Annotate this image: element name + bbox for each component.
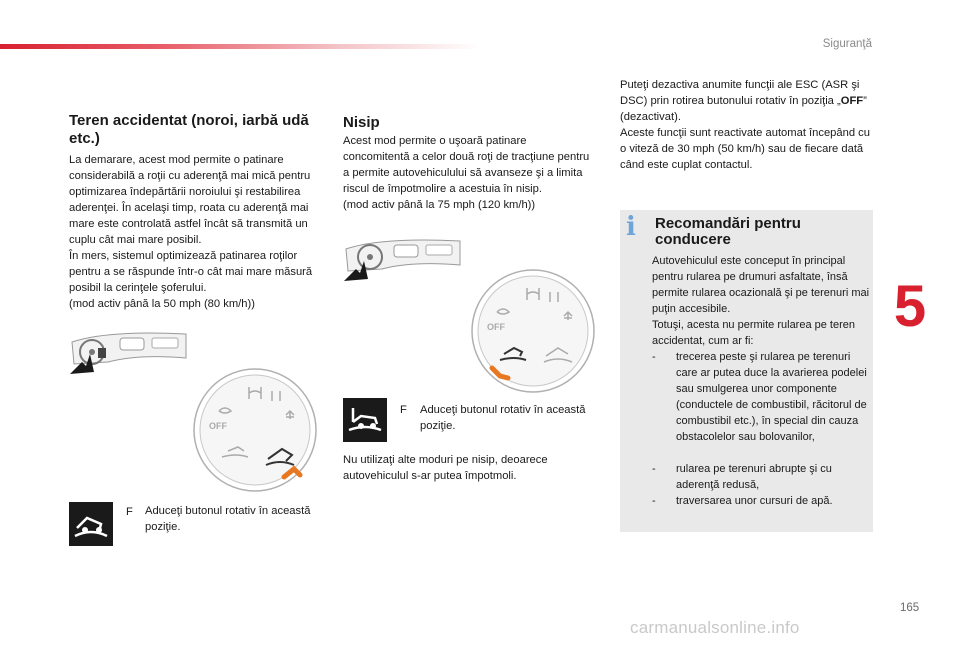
rough-terrain-instruction: Aduceţi butonul rotativ în această poziţie. — [145, 505, 311, 533]
list-item: - traversarea unor cursuri de apă. — [652, 495, 833, 507]
dashboard-illustration — [342, 235, 464, 283]
recommendation-intro: Autovehiculul este conceput în principal pentru rularea pe drumuri asfaltate, însă permite rularea ocazională şi pe terenuri mai puţin accesibile. Totuşi, acesta nu permite rularea pe teren accidentat, cum ar fi: — [652, 255, 870, 347]
svg-text:OFF: OFF — [209, 421, 227, 431]
rotary-dial-diagram — [192, 367, 318, 493]
sand-description: Acest mod permite o uşoară patinare concomitentă a celor două roţi de tracţiune pentru a permite autovehiculului să avanseze şi a limita riscul de împotmolire a acestuia în nisip. (mod activ până la 75 mph (120 km/h)) — [343, 135, 590, 211]
sand-note: Nu utilizaţi alte moduri pe nisip, deoarece autovehiculul s-ar putea împotmoli. — [343, 454, 548, 482]
bullet-glyph: F — [400, 404, 407, 416]
section-heading-sand: Nisip — [343, 114, 380, 131]
terrain-icon — [69, 502, 113, 546]
page-number: 165 — [900, 602, 920, 614]
section-title: Siguranţă — [822, 38, 872, 50]
bullet-glyph: F — [126, 506, 133, 518]
esc-deactivation-text: Puteţi dezactiva anumite funcţii ale ESC (ASR şi DSC) prin rotirea butonului rotativ în poziţia „OFF” (dezactivat). Aceste funcţii sunt reactivate automat începând cu o viteză de 30 mph (50 km/h) sau de fiecare dată când este cuplat contactul. — [620, 79, 870, 171]
info-icon: i — [626, 212, 636, 242]
header-accent-bar — [0, 44, 480, 49]
dashboard-illustration — [68, 328, 190, 376]
list-item: - rularea pe terenuri abrupte şi cu aderenţă redusă, — [652, 463, 832, 491]
sand-icon — [343, 398, 387, 442]
rotary-dial-diagram — [470, 268, 596, 394]
sand-instruction: Aduceţi butonul rotativ în această poziţie. — [420, 404, 586, 432]
chapter-number: 5 — [893, 274, 927, 339]
list-item: - trecerea peste şi rularea pe terenuri care ar putea duce la avarierea podelei sau smulgerea unor componente (conductele de combustibil, răcitorul de combustibil etc.), în special din cauza obstacolelor sau bolovanilor, — [652, 351, 867, 443]
section-heading-rough-terrain: Teren accidentat (noroi, iarbă udă etc.) — [69, 112, 309, 147]
watermark: carmanualsonline.info — [630, 618, 800, 637]
svg-text:OFF: OFF — [487, 322, 505, 332]
rough-terrain-description: La demarare, acest mod permite o patinare considerabilă a roţii cu aderenţă mai mică pentru optimizarea îndepărtării noroiului şi restabilirea aderenţei. În acelaşi timp, roata cu aderenţă mai mare este controlată astfel încât să transmită un cuplu cât mai mare posibil. În mers, sistemul optimizează patinarea roţilor pentru a se răspunde într-o cât mai mare măsură posibil la cerinţele şoferului. (mod activ până la 50 mph (80 km/h)) — [69, 154, 313, 310]
sand-mode-pictogram — [343, 398, 387, 442]
off-label: OFF — [840, 95, 864, 107]
mud-mode-pictogram — [69, 502, 113, 546]
recommendation-title: Recomandări pentru conducere — [655, 215, 801, 248]
